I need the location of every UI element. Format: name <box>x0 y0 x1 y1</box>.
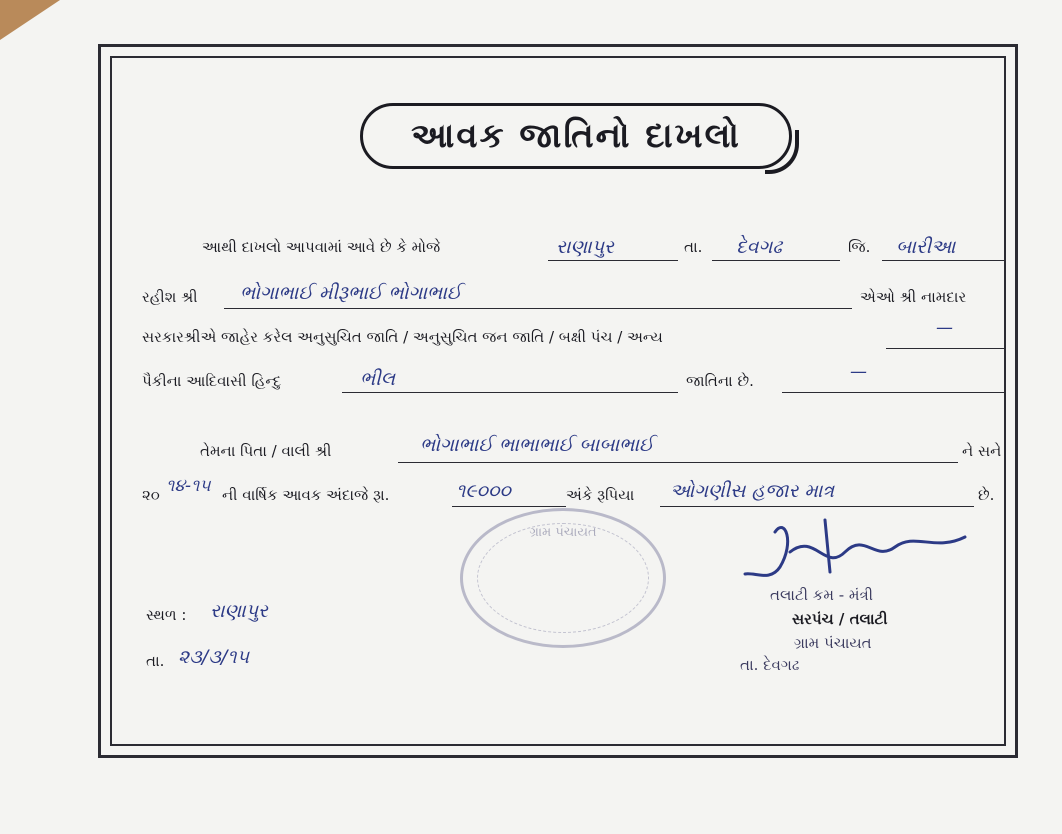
sign-line-1: તલાટી કમ - મંત્રી <box>770 586 873 604</box>
taluka-label: તા. <box>684 238 703 256</box>
line4-extra-value: — <box>850 362 867 382</box>
amount-line <box>452 506 566 507</box>
year-value: ૧૪-૧૫ <box>166 476 211 496</box>
village-value: રાણાપુર <box>556 236 614 258</box>
caste-value: ભીલ <box>360 368 395 390</box>
line4-extra-line <box>782 392 1006 393</box>
resident-name-value: ભોગાભાઈ મીરૂભાઈ ભોગાભાઈ <box>240 282 462 304</box>
year-prefix: ૨૦ <box>142 486 160 504</box>
district-value: બારીઆ <box>896 236 956 258</box>
father-line <box>398 462 958 463</box>
resident-label: રહીશ શ્રી <box>142 288 198 306</box>
taluka-value: દેવગઢ <box>736 236 782 258</box>
line5-prefix: તેમના પિતા / વાલી શ્રી <box>200 442 332 460</box>
line2-suffix: એઓ શ્રી નામદાર <box>860 288 967 306</box>
income-text: ની વાર્ષિક આવક અંદાજે રૂા. <box>222 486 390 504</box>
line4-suffix: જાતિના છે. <box>686 372 754 390</box>
amount-words-value: ઓગણીસ હજાર માત્ર <box>670 480 835 502</box>
district-line <box>882 260 1006 261</box>
signature-mark <box>735 512 1025 592</box>
panchayat-stamp <box>460 508 666 648</box>
date-label: તા. <box>146 652 165 670</box>
caste-line <box>342 392 678 393</box>
other-value: — <box>936 318 953 338</box>
place-value: રાણાપુર <box>210 600 268 622</box>
line6-end: છે. <box>978 486 995 504</box>
line3-text: સરકારશ્રીએ જાહેર કરેલ અનુસુચિત જાતિ / અનુસુચિત જન જાતિ / બક્ષી પંચ / અન્ય <box>142 328 663 346</box>
district-label: જિ. <box>848 238 871 256</box>
amount-words-label: અંકે રૂપિયા <box>566 486 635 504</box>
village-line <box>548 260 678 261</box>
line5-suffix: ને સને <box>962 442 1002 460</box>
other-line <box>886 348 1006 349</box>
line1-prefix: આથી દાખલો આપવામાં આવે છે કે મોજે <box>202 238 441 256</box>
sign-line-4: તા. દેવગઢ <box>740 656 800 674</box>
date-value: ૨૩/૩/૧૫ <box>178 646 250 668</box>
amount-words-line <box>660 506 974 507</box>
title-box <box>360 103 792 169</box>
place-label: સ્થળ : <box>146 606 187 624</box>
amount-value: ૧૯૦૦૦ <box>456 480 511 502</box>
certificate-title: આવક જાતિનો દાખલો <box>411 116 741 156</box>
stamp-text: ગ્રામ પંચાયત <box>529 525 597 540</box>
sign-line-3: ગ્રામ પંચાયત <box>794 634 872 652</box>
sign-line-2: સરપંચ / તલાટી <box>792 610 888 628</box>
taluka-line <box>712 260 840 261</box>
line4-prefix: પૈકીના આદિવાસી હિન્દુ <box>142 372 282 390</box>
name-line <box>224 308 852 309</box>
father-name-value: ભોગાભાઈ ભાભાભાઈ બાબાભાઈ <box>420 434 654 456</box>
